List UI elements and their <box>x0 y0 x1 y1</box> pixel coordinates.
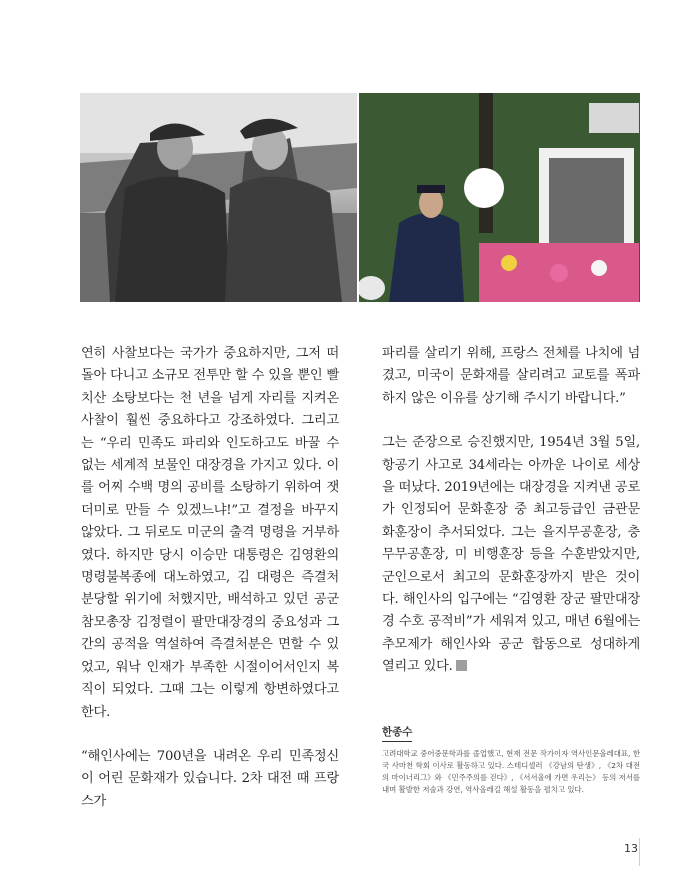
author-profile <box>382 720 640 796</box>
body-paragraph-text: 그는 준장으로 승진했지만, 1954년 3월 5일, 항공기 사고로 34세라는 아까운 나이로 세상을 떠났다. 2019년에는 대장경을 지켜낸 공로가 인정되어 문화훈장 중 최고등급인 금관문화훈장이 추서되었다. 그는 을지무공훈장, 충무무공훈장, 미 비행훈장 등을 수훈받았지만, 군인으로서 최고의 문화훈장까지 받은 것이다. 해인사의 입구에는 “김영환 장군 팔만대장경 수호 공적비”가 세워져 있고, 매년 6월에는 추모제가 해인사와 공군 합동으로 성대하게 열리고 있다. <box>382 435 640 675</box>
body-paragraph: 파리를 살리기 위해, 프랑스 전체를 나치에 넘겼고, 미국이 문화재를 살리려고 교토를 폭파하지 않은 이유를 상기해 주시기 바랍니다.” <box>382 346 640 406</box>
article-column-left <box>81 343 339 835</box>
end-of-article-mark-icon <box>456 660 467 671</box>
author-bio: 고려대학교 중어중문학과를 졸업했고, 현재 전문 작가이자 역사인문올레대표, 한국 사마천 학회 이사로 활동하고 있다. 스테디셀러 《강남의 탄생》, 《2차 대전의 마이너리그》와 《민주주의를 걷다》, 《서서울에 가면 우리는》 등의 저서를 내며 활발한 저술과 강연, 역사올레길 해설 활동을 펼치고 있다. <box>382 749 641 794</box>
page-divider <box>639 838 640 866</box>
archival-photo-two-pilots <box>80 93 357 302</box>
body-paragraph <box>382 432 640 678</box>
page-number: 13 <box>624 842 638 855</box>
body-paragraph: 연히 사찰보다는 국가가 중요하지만, 그저 떠돌아 다니고 소규모 전투만 할 수 있을 뿐인 빨치산 소탕보다는 천 년을 넘게 자리를 지켜온 사찰이 훨씬 중요하다고 강조하였다. 그리고는 “우리 민족도 파리와 인도하고도 바꿀 수 없는 세계적 보물인 대장경을 가지고 있다. 이를 어찌 수백 명의 공비를 소탕하기 위하여 잿더미로 만들 수 있겠느냐!”고 결정을 바꾸지 않았다. 그 뒤로도 미군의 출격 명령을 거부하였다. 하지만 당시 이승만 대통령은 김영환의 명령불복종에 대노하였고, 김 대령은 즉결처분당할 위기에 처했지만, 배석하고 있던 공군참모총장 김정렬이 팔만대장경의 중요성과 그간의 공적을 역설하여 즉결처분은 면할 수 있었고, 워낙 인재가 부족한 시절이어서인지 복직이 되었다. 그때 그는 이렇게 항변하였다고 한다. <box>81 346 339 720</box>
article-column-right <box>382 343 640 701</box>
memorial-ceremony-photo <box>359 93 640 302</box>
body-paragraph: “해인사에는 700년을 내려온 우리 민족정신이 어린 문화재가 있습니다. 2차 대전 때 프랑스가 <box>81 748 339 809</box>
author-name: 한종수 <box>382 724 412 742</box>
